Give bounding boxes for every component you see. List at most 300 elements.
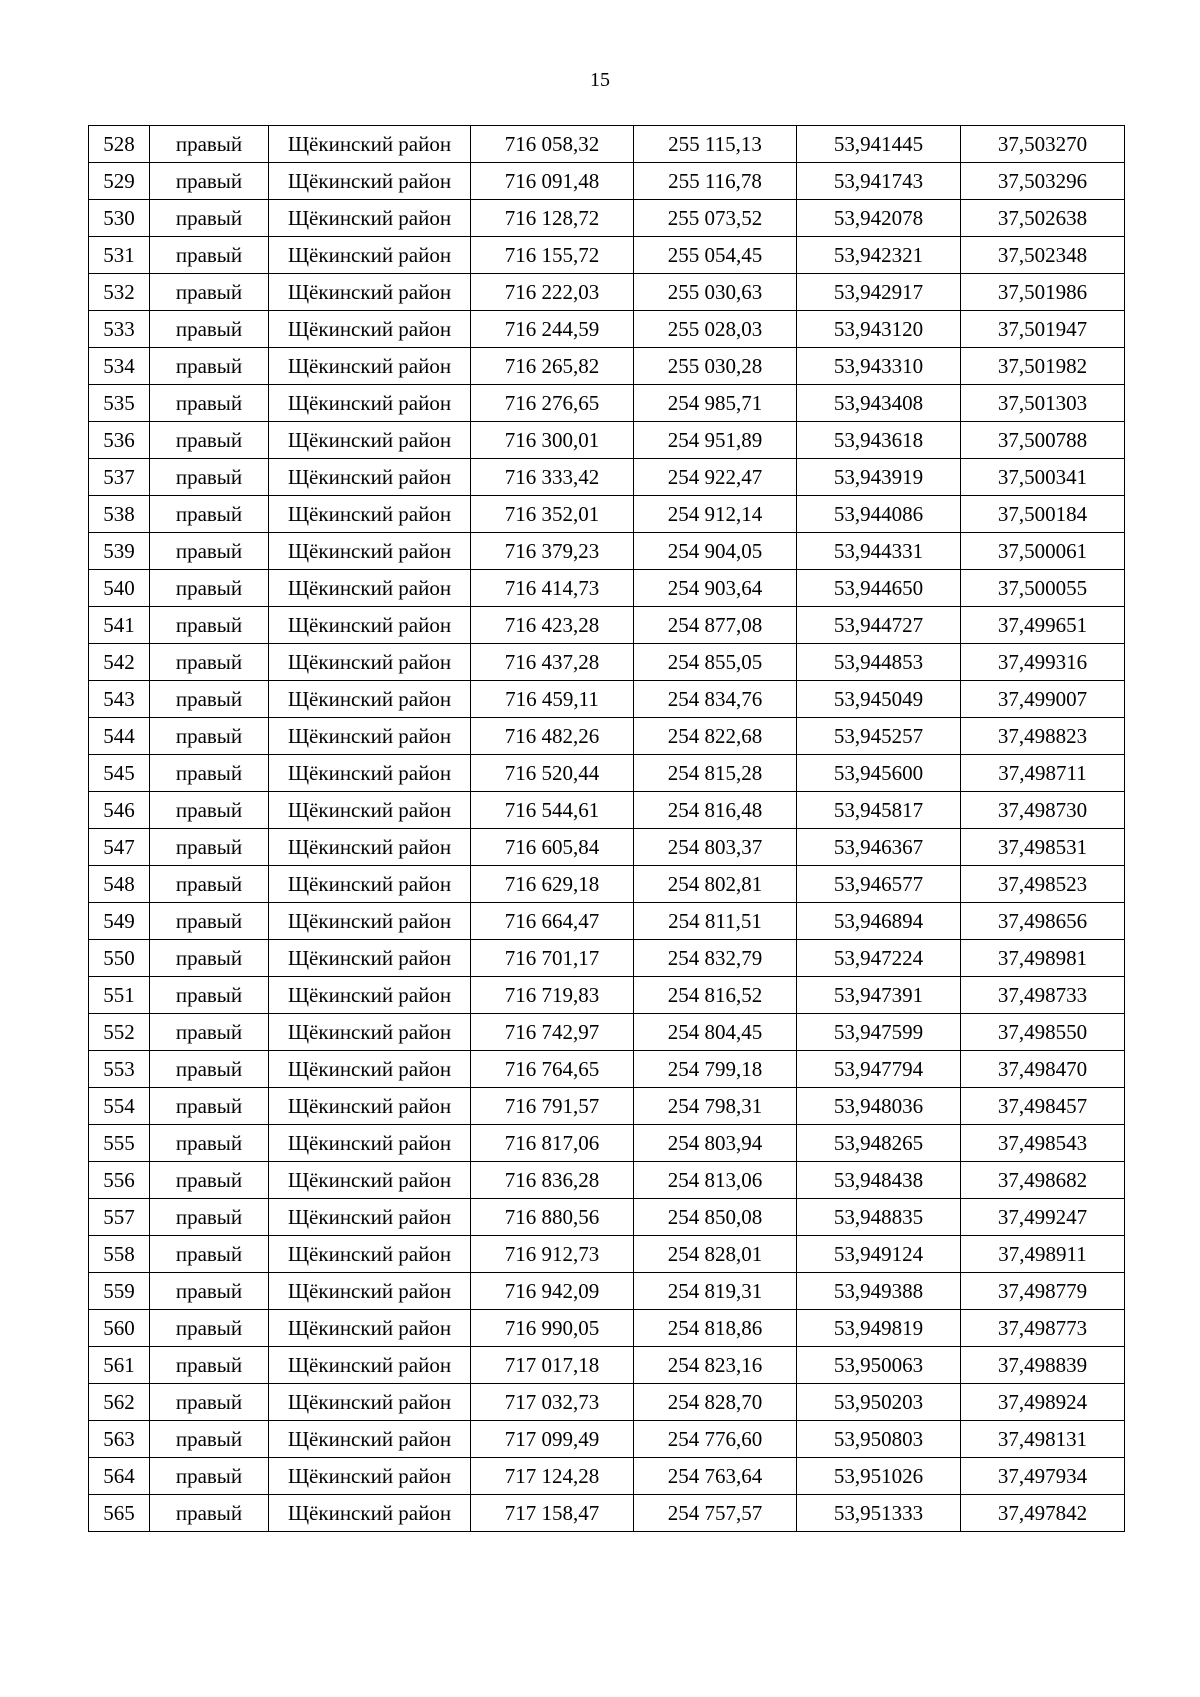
latitude-cell: 53,950203 [797, 1384, 961, 1421]
latitude-cell: 53,951026 [797, 1458, 961, 1495]
point-number-cell: 539 [89, 533, 150, 570]
latitude-cell: 53,943310 [797, 348, 961, 385]
x-coordinate-cell: 716 352,01 [471, 496, 634, 533]
longitude-cell: 37,498523 [961, 866, 1125, 903]
y-coordinate-cell: 254 834,76 [634, 681, 797, 718]
district-cell: Щёкинский район [269, 1014, 471, 1051]
latitude-cell: 53,947224 [797, 940, 961, 977]
longitude-cell: 37,498773 [961, 1310, 1125, 1347]
longitude-cell: 37,498470 [961, 1051, 1125, 1088]
y-coordinate-cell: 254 799,18 [634, 1051, 797, 1088]
y-coordinate-cell: 254 816,52 [634, 977, 797, 1014]
bank-side-cell: правый [150, 1347, 269, 1384]
longitude-cell: 37,500788 [961, 422, 1125, 459]
longitude-cell: 37,497934 [961, 1458, 1125, 1495]
longitude-cell: 37,498550 [961, 1014, 1125, 1051]
point-number-cell: 538 [89, 496, 150, 533]
bank-side-cell: правый [150, 829, 269, 866]
table-row [89, 1199, 1125, 1236]
table-row [89, 718, 1125, 755]
x-coordinate-cell: 716 701,17 [471, 940, 634, 977]
x-coordinate-cell: 716 423,28 [471, 607, 634, 644]
point-number-cell: 532 [89, 274, 150, 311]
point-number-cell: 528 [89, 126, 150, 163]
x-coordinate-cell: 716 155,72 [471, 237, 634, 274]
district-cell: Щёкинский район [269, 1051, 471, 1088]
latitude-cell: 53,947599 [797, 1014, 961, 1051]
y-coordinate-cell: 254 912,14 [634, 496, 797, 533]
bank-side-cell: правый [150, 607, 269, 644]
point-number-cell: 558 [89, 1236, 150, 1273]
x-coordinate-cell: 716 629,18 [471, 866, 634, 903]
table-row [89, 940, 1125, 977]
point-number-cell: 543 [89, 681, 150, 718]
district-cell: Щёкинский район [269, 1236, 471, 1273]
x-coordinate-cell: 716 459,11 [471, 681, 634, 718]
table-row [89, 533, 1125, 570]
point-number-cell: 535 [89, 385, 150, 422]
point-number-cell: 544 [89, 718, 150, 755]
x-coordinate-cell: 716 091,48 [471, 163, 634, 200]
bank-side-cell: правый [150, 200, 269, 237]
longitude-cell: 37,497842 [961, 1495, 1125, 1532]
longitude-cell: 37,498656 [961, 903, 1125, 940]
table-row [89, 274, 1125, 311]
latitude-cell: 53,944727 [797, 607, 961, 644]
district-cell: Щёкинский район [269, 940, 471, 977]
point-number-cell: 545 [89, 755, 150, 792]
district-cell: Щёкинский район [269, 163, 471, 200]
latitude-cell: 53,945257 [797, 718, 961, 755]
latitude-cell: 53,949819 [797, 1310, 961, 1347]
point-number-cell: 553 [89, 1051, 150, 1088]
y-coordinate-cell: 254 798,31 [634, 1088, 797, 1125]
district-cell: Щёкинский район [269, 126, 471, 163]
longitude-cell: 37,498839 [961, 1347, 1125, 1384]
latitude-cell: 53,944086 [797, 496, 961, 533]
y-coordinate-cell: 254 903,64 [634, 570, 797, 607]
latitude-cell: 53,950803 [797, 1421, 961, 1458]
coordinates-table-body [89, 126, 1125, 1532]
y-coordinate-cell: 254 822,68 [634, 718, 797, 755]
table-row [89, 1458, 1125, 1495]
bank-side-cell: правый [150, 1199, 269, 1236]
latitude-cell: 53,948265 [797, 1125, 961, 1162]
table-row [89, 311, 1125, 348]
y-coordinate-cell: 254 819,31 [634, 1273, 797, 1310]
y-coordinate-cell: 254 816,48 [634, 792, 797, 829]
x-coordinate-cell: 716 520,44 [471, 755, 634, 792]
table-row [89, 903, 1125, 940]
table-row [89, 1384, 1125, 1421]
x-coordinate-cell: 716 482,26 [471, 718, 634, 755]
x-coordinate-cell: 716 764,65 [471, 1051, 634, 1088]
bank-side-cell: правый [150, 755, 269, 792]
x-coordinate-cell: 716 379,23 [471, 533, 634, 570]
latitude-cell: 53,942078 [797, 200, 961, 237]
longitude-cell: 37,498682 [961, 1162, 1125, 1199]
district-cell: Щёкинский район [269, 1088, 471, 1125]
district-cell: Щёкинский район [269, 1199, 471, 1236]
y-coordinate-cell: 254 850,08 [634, 1199, 797, 1236]
bank-side-cell: правый [150, 422, 269, 459]
longitude-cell: 37,502638 [961, 200, 1125, 237]
bank-side-cell: правый [150, 1458, 269, 1495]
y-coordinate-cell: 254 904,05 [634, 533, 797, 570]
table-row [89, 385, 1125, 422]
x-coordinate-cell: 717 032,73 [471, 1384, 634, 1421]
point-number-cell: 551 [89, 977, 150, 1014]
x-coordinate-cell: 716 605,84 [471, 829, 634, 866]
point-number-cell: 550 [89, 940, 150, 977]
y-coordinate-cell: 254 828,01 [634, 1236, 797, 1273]
page-number: 15 [590, 69, 610, 91]
table-row [89, 755, 1125, 792]
table-row [89, 1310, 1125, 1347]
district-cell: Щёкинский район [269, 1310, 471, 1347]
table-row [89, 644, 1125, 681]
point-number-cell: 557 [89, 1199, 150, 1236]
latitude-cell: 53,943408 [797, 385, 961, 422]
bank-side-cell: правый [150, 1125, 269, 1162]
latitude-cell: 53,945817 [797, 792, 961, 829]
x-coordinate-cell: 716 912,73 [471, 1236, 634, 1273]
y-coordinate-cell: 254 803,37 [634, 829, 797, 866]
latitude-cell: 53,942321 [797, 237, 961, 274]
x-coordinate-cell: 716 942,09 [471, 1273, 634, 1310]
x-coordinate-cell: 716 244,59 [471, 311, 634, 348]
longitude-cell: 37,498823 [961, 718, 1125, 755]
point-number-cell: 547 [89, 829, 150, 866]
longitude-cell: 37,498543 [961, 1125, 1125, 1162]
x-coordinate-cell: 717 124,28 [471, 1458, 634, 1495]
bank-side-cell: правый [150, 126, 269, 163]
y-coordinate-cell: 255 115,13 [634, 126, 797, 163]
coordinates-table [88, 125, 1125, 1532]
y-coordinate-cell: 254 757,57 [634, 1495, 797, 1532]
point-number-cell: 542 [89, 644, 150, 681]
district-cell: Щёкинский район [269, 385, 471, 422]
longitude-cell: 37,498779 [961, 1273, 1125, 1310]
latitude-cell: 53,947794 [797, 1051, 961, 1088]
latitude-cell: 53,941445 [797, 126, 961, 163]
latitude-cell: 53,947391 [797, 977, 961, 1014]
bank-side-cell: правый [150, 1088, 269, 1125]
bank-side-cell: правый [150, 237, 269, 274]
x-coordinate-cell: 716 414,73 [471, 570, 634, 607]
bank-side-cell: правый [150, 385, 269, 422]
table-row [89, 681, 1125, 718]
table-row [89, 237, 1125, 274]
bank-side-cell: правый [150, 348, 269, 385]
point-number-cell: 536 [89, 422, 150, 459]
table-row [89, 977, 1125, 1014]
district-cell: Щёкинский район [269, 829, 471, 866]
y-coordinate-cell: 254 776,60 [634, 1421, 797, 1458]
district-cell: Щёкинский район [269, 1384, 471, 1421]
point-number-cell: 549 [89, 903, 150, 940]
district-cell: Щёкинский район [269, 644, 471, 681]
x-coordinate-cell: 716 836,28 [471, 1162, 634, 1199]
point-number-cell: 561 [89, 1347, 150, 1384]
longitude-cell: 37,500055 [961, 570, 1125, 607]
table-row [89, 126, 1125, 163]
x-coordinate-cell: 716 222,03 [471, 274, 634, 311]
point-number-cell: 533 [89, 311, 150, 348]
district-cell: Щёкинский район [269, 311, 471, 348]
latitude-cell: 53,946577 [797, 866, 961, 903]
point-number-cell: 554 [89, 1088, 150, 1125]
latitude-cell: 53,946367 [797, 829, 961, 866]
point-number-cell: 560 [89, 1310, 150, 1347]
x-coordinate-cell: 716 544,61 [471, 792, 634, 829]
y-coordinate-cell: 254 823,16 [634, 1347, 797, 1384]
point-number-cell: 552 [89, 1014, 150, 1051]
district-cell: Щёкинский район [269, 1495, 471, 1532]
bank-side-cell: правый [150, 1236, 269, 1273]
latitude-cell: 53,948835 [797, 1199, 961, 1236]
longitude-cell: 37,500184 [961, 496, 1125, 533]
bank-side-cell: правый [150, 940, 269, 977]
bank-side-cell: правый [150, 533, 269, 570]
district-cell: Щёкинский район [269, 459, 471, 496]
longitude-cell: 37,500341 [961, 459, 1125, 496]
y-coordinate-cell: 254 815,28 [634, 755, 797, 792]
longitude-cell: 37,498457 [961, 1088, 1125, 1125]
district-cell: Щёкинский район [269, 681, 471, 718]
point-number-cell: 531 [89, 237, 150, 274]
point-number-cell: 564 [89, 1458, 150, 1495]
longitude-cell: 37,498911 [961, 1236, 1125, 1273]
x-coordinate-cell: 716 817,06 [471, 1125, 634, 1162]
table-row [89, 570, 1125, 607]
table-row [89, 459, 1125, 496]
latitude-cell: 53,942917 [797, 274, 961, 311]
point-number-cell: 529 [89, 163, 150, 200]
latitude-cell: 53,945049 [797, 681, 961, 718]
longitude-cell: 37,499316 [961, 644, 1125, 681]
bank-side-cell: правый [150, 570, 269, 607]
district-cell: Щёкинский район [269, 1458, 471, 1495]
bank-side-cell: правый [150, 311, 269, 348]
x-coordinate-cell: 716 058,32 [471, 126, 634, 163]
bank-side-cell: правый [150, 496, 269, 533]
latitude-cell: 53,943120 [797, 311, 961, 348]
longitude-cell: 37,502348 [961, 237, 1125, 274]
district-cell: Щёкинский район [269, 274, 471, 311]
table-row [89, 1347, 1125, 1384]
y-coordinate-cell: 254 855,05 [634, 644, 797, 681]
district-cell: Щёкинский район [269, 570, 471, 607]
y-coordinate-cell: 254 804,45 [634, 1014, 797, 1051]
latitude-cell: 53,943919 [797, 459, 961, 496]
x-coordinate-cell: 716 265,82 [471, 348, 634, 385]
point-number-cell: 546 [89, 792, 150, 829]
bank-side-cell: правый [150, 1014, 269, 1051]
x-coordinate-cell: 716 276,65 [471, 385, 634, 422]
point-number-cell: 556 [89, 1162, 150, 1199]
point-number-cell: 548 [89, 866, 150, 903]
x-coordinate-cell: 716 300,01 [471, 422, 634, 459]
latitude-cell: 53,950063 [797, 1347, 961, 1384]
bank-side-cell: правый [150, 163, 269, 200]
bank-side-cell: правый [150, 1162, 269, 1199]
bank-side-cell: правый [150, 1495, 269, 1532]
bank-side-cell: правый [150, 718, 269, 755]
longitude-cell: 37,498924 [961, 1384, 1125, 1421]
point-number-cell: 534 [89, 348, 150, 385]
table-row [89, 1125, 1125, 1162]
point-number-cell: 559 [89, 1273, 150, 1310]
x-coordinate-cell: 717 158,47 [471, 1495, 634, 1532]
table-row [89, 829, 1125, 866]
y-coordinate-cell: 254 803,94 [634, 1125, 797, 1162]
district-cell: Щёкинский район [269, 422, 471, 459]
longitude-cell: 37,501947 [961, 311, 1125, 348]
table-row [89, 792, 1125, 829]
y-coordinate-cell: 254 763,64 [634, 1458, 797, 1495]
district-cell: Щёкинский район [269, 1162, 471, 1199]
y-coordinate-cell: 255 030,63 [634, 274, 797, 311]
longitude-cell: 37,501986 [961, 274, 1125, 311]
longitude-cell: 37,499247 [961, 1199, 1125, 1236]
y-coordinate-cell: 255 054,45 [634, 237, 797, 274]
table-row [89, 1495, 1125, 1532]
point-number-cell: 565 [89, 1495, 150, 1532]
district-cell: Щёкинский район [269, 1273, 471, 1310]
latitude-cell: 53,949124 [797, 1236, 961, 1273]
latitude-cell: 53,949388 [797, 1273, 961, 1310]
latitude-cell: 53,948036 [797, 1088, 961, 1125]
longitude-cell: 37,498531 [961, 829, 1125, 866]
point-number-cell: 562 [89, 1384, 150, 1421]
y-coordinate-cell: 255 028,03 [634, 311, 797, 348]
district-cell: Щёкинский район [269, 792, 471, 829]
longitude-cell: 37,498131 [961, 1421, 1125, 1458]
latitude-cell: 53,945600 [797, 755, 961, 792]
y-coordinate-cell: 254 818,86 [634, 1310, 797, 1347]
longitude-cell: 37,503296 [961, 163, 1125, 200]
bank-side-cell: правый [150, 903, 269, 940]
point-number-cell: 563 [89, 1421, 150, 1458]
district-cell: Щёкинский район [269, 237, 471, 274]
longitude-cell: 37,503270 [961, 126, 1125, 163]
district-cell: Щёкинский район [269, 903, 471, 940]
longitude-cell: 37,498730 [961, 792, 1125, 829]
latitude-cell: 53,944650 [797, 570, 961, 607]
point-number-cell: 537 [89, 459, 150, 496]
longitude-cell: 37,499651 [961, 607, 1125, 644]
x-coordinate-cell: 716 719,83 [471, 977, 634, 1014]
district-cell: Щёкинский район [269, 1125, 471, 1162]
table-row [89, 1051, 1125, 1088]
bank-side-cell: правый [150, 866, 269, 903]
district-cell: Щёкинский район [269, 496, 471, 533]
x-coordinate-cell: 716 664,47 [471, 903, 634, 940]
y-coordinate-cell: 254 951,89 [634, 422, 797, 459]
point-number-cell: 555 [89, 1125, 150, 1162]
table-row [89, 1273, 1125, 1310]
point-number-cell: 530 [89, 200, 150, 237]
bank-side-cell: правый [150, 977, 269, 1014]
point-number-cell: 540 [89, 570, 150, 607]
table-row [89, 1014, 1125, 1051]
longitude-cell: 37,501303 [961, 385, 1125, 422]
y-coordinate-cell: 254 922,47 [634, 459, 797, 496]
latitude-cell: 53,941743 [797, 163, 961, 200]
y-coordinate-cell: 255 073,52 [634, 200, 797, 237]
x-coordinate-cell: 716 880,56 [471, 1199, 634, 1236]
longitude-cell: 37,498711 [961, 755, 1125, 792]
bank-side-cell: правый [150, 1421, 269, 1458]
district-cell: Щёкинский район [269, 533, 471, 570]
table-row [89, 200, 1125, 237]
latitude-cell: 53,946894 [797, 903, 961, 940]
bank-side-cell: правый [150, 681, 269, 718]
y-coordinate-cell: 254 832,79 [634, 940, 797, 977]
bank-side-cell: правый [150, 274, 269, 311]
x-coordinate-cell: 716 128,72 [471, 200, 634, 237]
x-coordinate-cell: 717 099,49 [471, 1421, 634, 1458]
district-cell: Щёкинский район [269, 1347, 471, 1384]
x-coordinate-cell: 716 437,28 [471, 644, 634, 681]
y-coordinate-cell: 255 116,78 [634, 163, 797, 200]
y-coordinate-cell: 254 828,70 [634, 1384, 797, 1421]
district-cell: Щёкинский район [269, 1421, 471, 1458]
latitude-cell: 53,944331 [797, 533, 961, 570]
table-row [89, 1162, 1125, 1199]
table-row [89, 866, 1125, 903]
y-coordinate-cell: 254 813,06 [634, 1162, 797, 1199]
x-coordinate-cell: 716 742,97 [471, 1014, 634, 1051]
district-cell: Щёкинский район [269, 718, 471, 755]
y-coordinate-cell: 255 030,28 [634, 348, 797, 385]
district-cell: Щёкинский район [269, 866, 471, 903]
bank-side-cell: правый [150, 1051, 269, 1088]
x-coordinate-cell: 716 791,57 [471, 1088, 634, 1125]
table-row [89, 607, 1125, 644]
table-row [89, 1236, 1125, 1273]
latitude-cell: 53,951333 [797, 1495, 961, 1532]
table-row [89, 1088, 1125, 1125]
bank-side-cell: правый [150, 459, 269, 496]
latitude-cell: 53,948438 [797, 1162, 961, 1199]
bank-side-cell: правый [150, 792, 269, 829]
bank-side-cell: правый [150, 1384, 269, 1421]
table-row [89, 348, 1125, 385]
table-row [89, 1421, 1125, 1458]
y-coordinate-cell: 254 802,81 [634, 866, 797, 903]
point-number-cell: 541 [89, 607, 150, 644]
latitude-cell: 53,943618 [797, 422, 961, 459]
district-cell: Щёкинский район [269, 200, 471, 237]
y-coordinate-cell: 254 985,71 [634, 385, 797, 422]
longitude-cell: 37,500061 [961, 533, 1125, 570]
bank-side-cell: правый [150, 1273, 269, 1310]
longitude-cell: 37,501982 [961, 348, 1125, 385]
district-cell: Щёкинский район [269, 977, 471, 1014]
longitude-cell: 37,499007 [961, 681, 1125, 718]
district-cell: Щёкинский район [269, 348, 471, 385]
bank-side-cell: правый [150, 644, 269, 681]
x-coordinate-cell: 716 333,42 [471, 459, 634, 496]
y-coordinate-cell: 254 811,51 [634, 903, 797, 940]
longitude-cell: 37,498981 [961, 940, 1125, 977]
table-row [89, 422, 1125, 459]
table-row [89, 496, 1125, 533]
table-row [89, 163, 1125, 200]
bank-side-cell: правый [150, 1310, 269, 1347]
